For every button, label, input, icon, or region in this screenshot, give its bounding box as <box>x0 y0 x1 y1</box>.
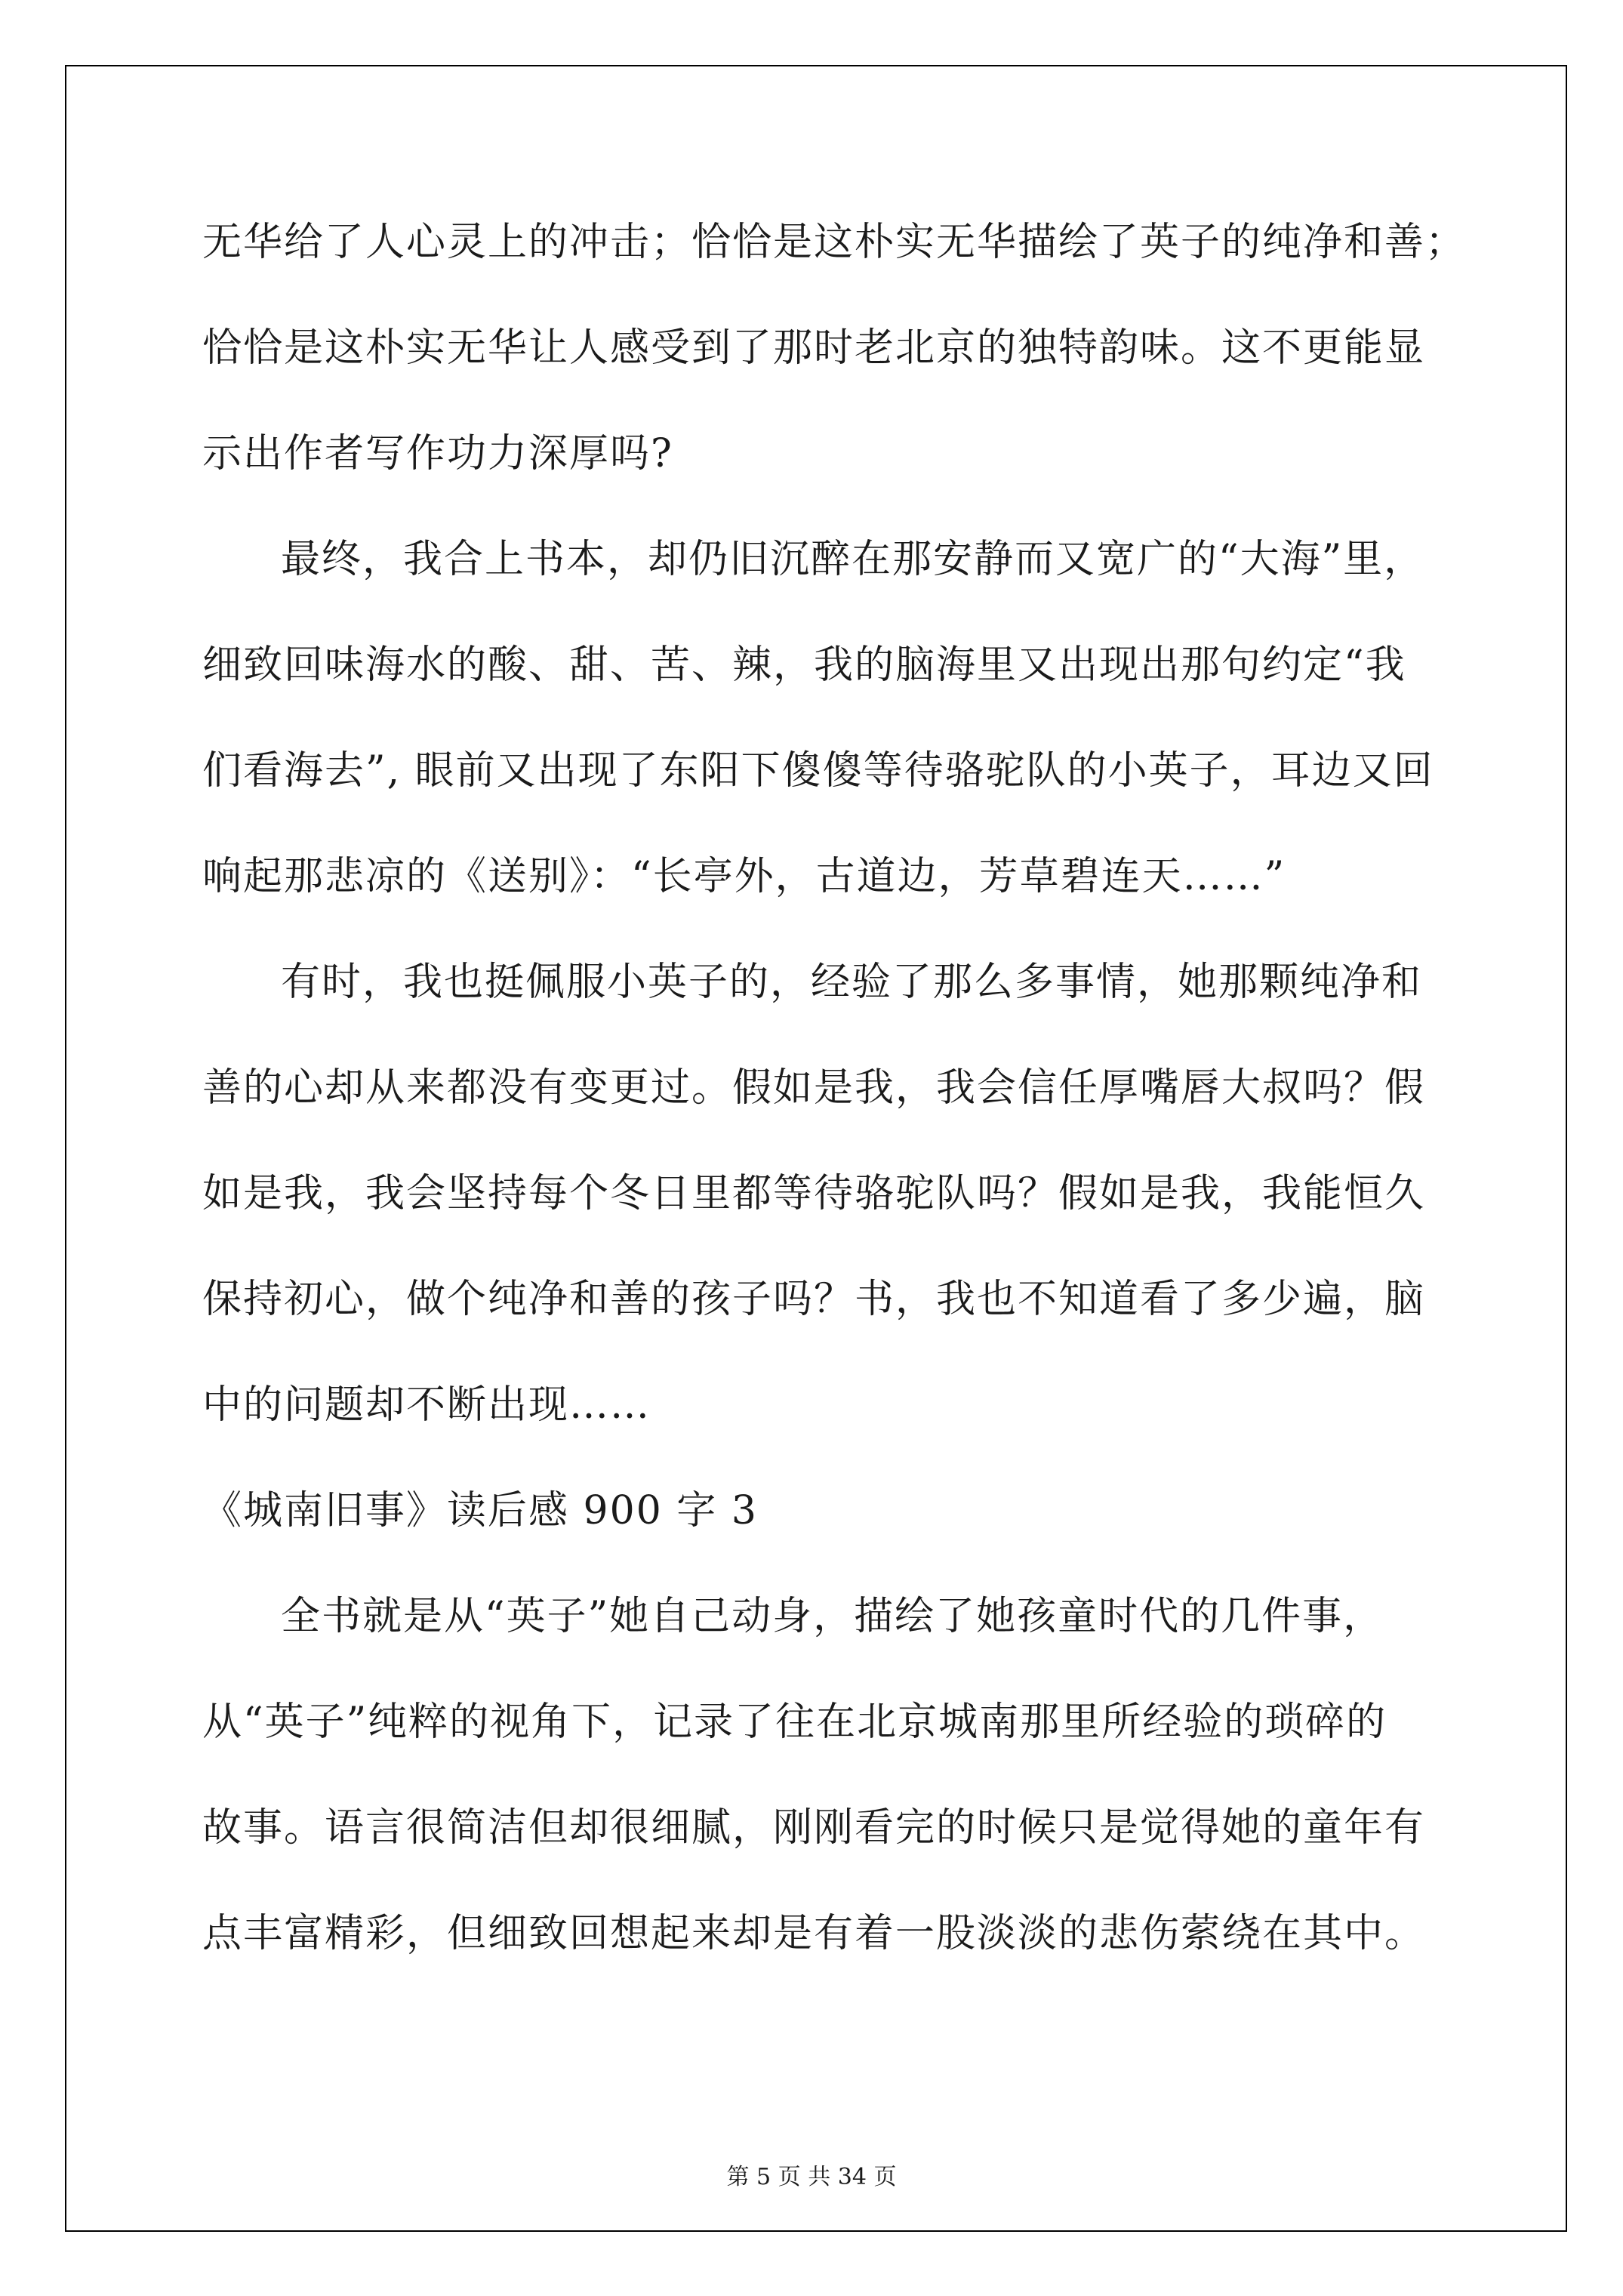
text-line: 细致回味海水的酸、甜、苦、辣，我的脑海里又出现出那句约定“我 <box>202 643 1406 688</box>
page-border <box>65 65 1567 2232</box>
paragraph-start-line: 有时，我也挺佩服小英子的，经验了那么多事情，她那颗纯净和 <box>281 960 1423 1005</box>
paragraph-start-line: 全书就是从“英子”她自己动身，描绘了她孩童时代的几件事， <box>281 1594 1384 1639</box>
text-line: 无华给了人心灵上的冲击；恰恰是这朴实无华描绘了英子的纯净和善； <box>202 220 1467 265</box>
text-line: 善的心却从来都没有变更过。假如是我，我会信任厚嘴唇大叔吗？假 <box>202 1065 1426 1111</box>
page-number: 第 5 页 共 34 页 <box>726 2164 897 2190</box>
text-line: 中的问题却不断出现…… <box>202 1382 651 1428</box>
text-line: 示出作者写作功力深厚吗? <box>202 431 673 476</box>
text-line: 恰恰是这朴实无华让人感受到了那时老北京的独特韵味。这不更能显 <box>202 325 1426 371</box>
text-line: 故事。语言很简洁但却很细腻，刚刚看完的时候只是觉得她的童年有 <box>202 1805 1426 1851</box>
text-line: 从“英子”纯粹的视角下，记录了往在北京城南那里所经验的琐碎的 <box>202 1700 1387 1745</box>
text-line: 们看海去”, 眼前又出现了东阳下傻傻等待骆驼队的小英子，耳边又回 <box>202 748 1434 794</box>
text-line: 点丰富精彩，但细致回想起来却是有着一股淡淡的悲伤萦绕在其中。 <box>202 1911 1426 1956</box>
section-heading: 《城南旧事》读后感 900 字 3 <box>202 1488 758 1533</box>
text-line: 保持初心，做个纯净和善的孩子吗？书，我也不知道看了多少遍，脑 <box>202 1277 1426 1322</box>
text-line: 如是我，我会坚持每个冬日里都等待骆驼队吗？假如是我，我能恒久 <box>202 1171 1426 1216</box>
paragraph-start-line: 最终，我合上书本，却仍旧沉醉在那安静而又宽广的“大海”里， <box>281 537 1425 582</box>
text-line: 响起那悲凉的《送别》：“长亭外，古道边，芳草碧连天……” <box>202 854 1286 899</box>
